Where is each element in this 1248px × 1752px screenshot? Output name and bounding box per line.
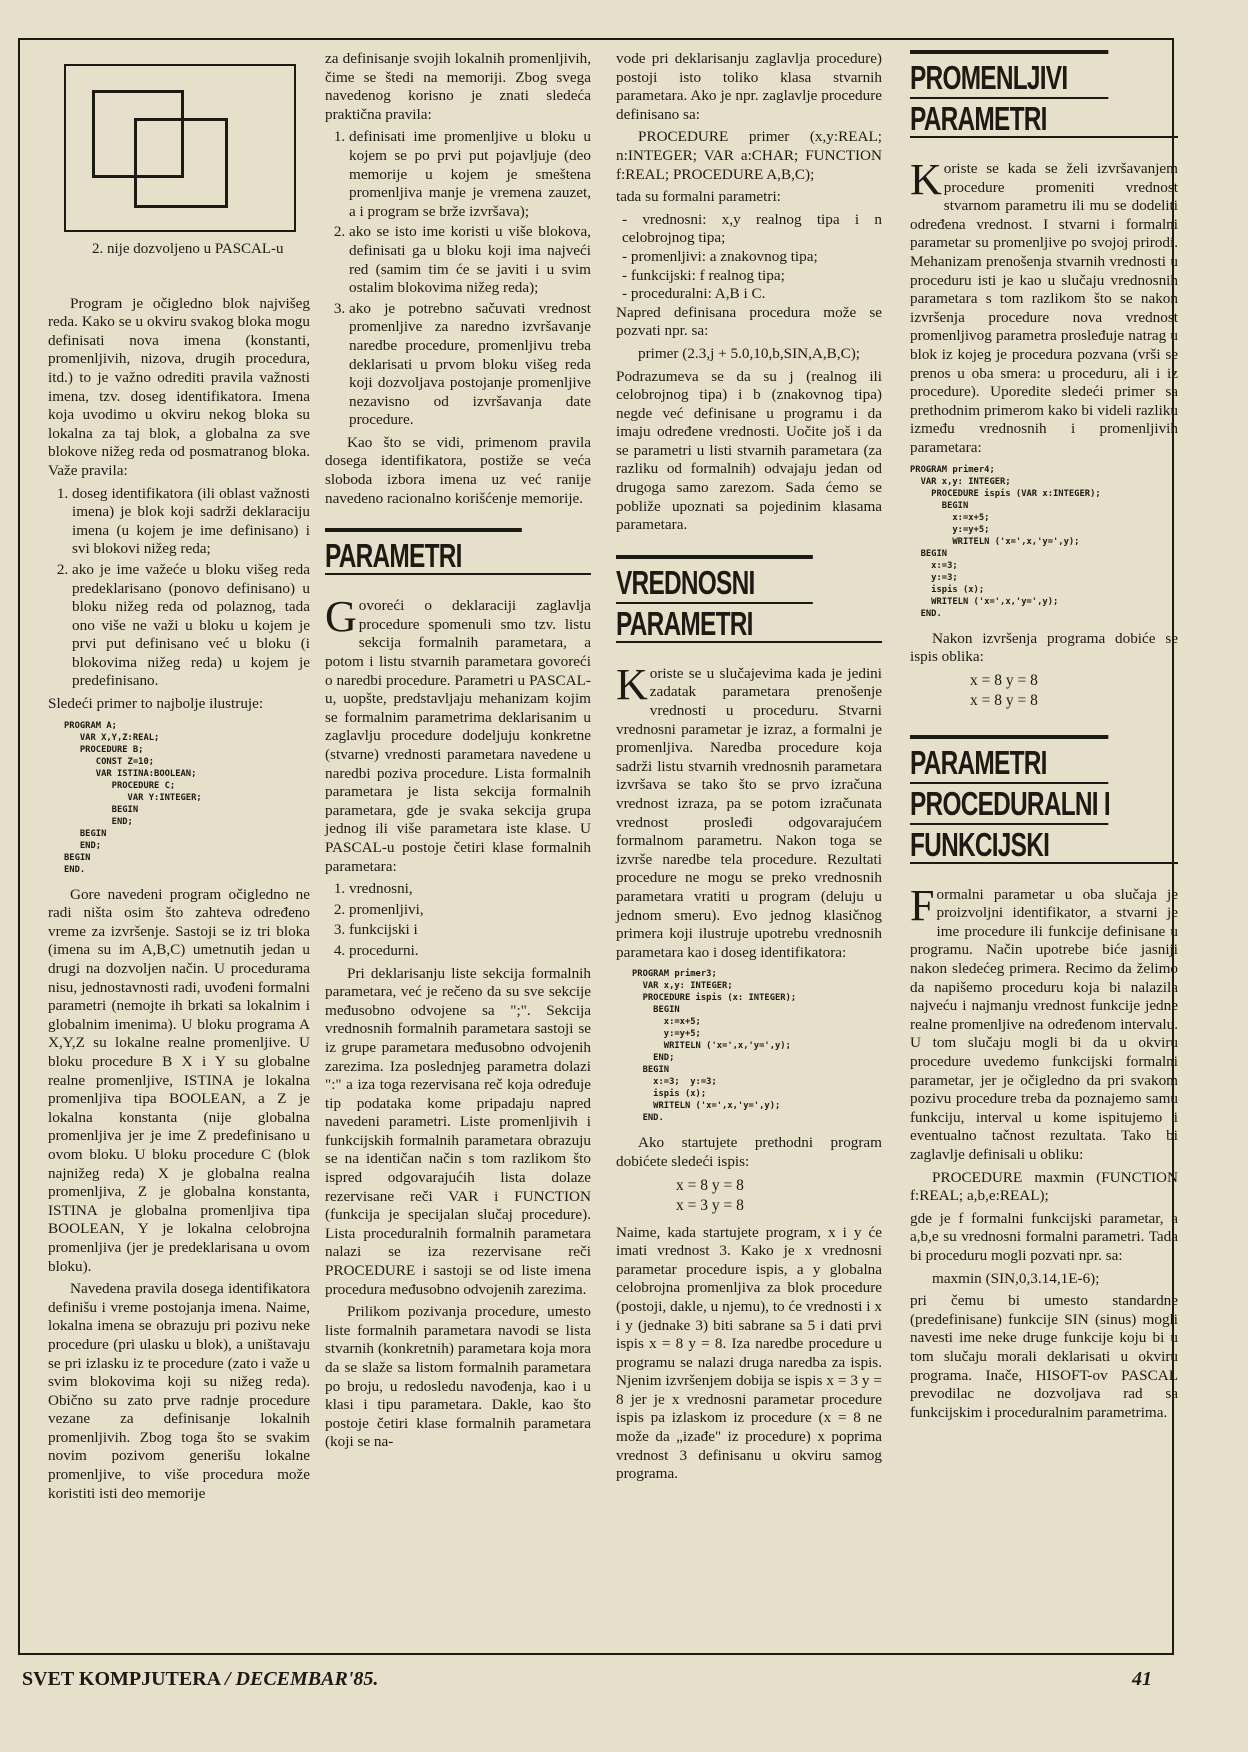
output-line: x = 8 y = 8 (970, 671, 1038, 689)
figure-caption: 2. nije dozvoljeno u PASCAL-u (92, 241, 284, 257)
paragraph: Koriste se kada se želi izvršavanjem procedure promeniti vrednost stvarnom parametru ili mu se dodeliti određena vrednost. I stvarni i formalni parametar su promenljive po svojoj prirodi. Mehanizam prenošenja stvarnih vrednosti u proceduru isti je kao u slučaju vrednosnih parametara s tom razlikom što se nakon izvršenja procedure nova vrednost promenljivog parametra prosleđuje natrag u blok iz kojeg je procedura pozvana (vrši se prenos u oba smera: u proceduru, ali i iz procedure). Uporedite sledeći primer sa prethodnim primerom kako bi videli razliku između vrednosnih i promenljivih parametara: (910, 155, 1178, 456)
section-heading-vrednosni: VREDNOSNI (616, 555, 813, 600)
overlapping-squares-figure (64, 64, 296, 232)
section-heading-parametri: PARAMETRI (325, 528, 522, 573)
list-item: - funkcijski: f realnog tipa; (622, 266, 785, 284)
code-listing-primer4: PROGRAM primer4; VAR x,y: INTEGER; PROCEDURE ispis (VAR x:INTEGER); BEGIN x:=x+5; y:=y+5; WRITELN ('x=',x,'y=',y); BEGIN x:=3; y:=3; ispis (x); WRITELN ('x=',x,'y=',y); END. (910, 464, 1101, 619)
paragraph: Pri deklarisanju liste sekcija formalnih parametara, već je rečeno da su sve sekcije međusobno odvojene sa ";". Sekcija vrednosnih formalnih parametara sastoji se iz grupe parametara međusobno odvojenih zarezima. Iza poslednjeg parametra dolazi ":" a iza toga rezervisana reč koja određuje tip podataka kome pripadaju napred navedeni parametri. Liste promenljivih i funkcijskih formalnih parametara obrazuju se na identičan način s tom razlikom što ispred odgovarajućih lista dolaze rezervisane reči VAR i FUNCTION (funkcija je specijalan slučaj procedure). Lista proceduralnih formalnih parametara nalazi se iza rezervisane reči PROCEDURE i sastoji se od liste imena procedura međusobno odvojenih zarezima. (325, 964, 591, 1298)
drop-cap: K (616, 659, 648, 709)
output-line: x = 3 y = 8 (676, 1196, 744, 1214)
paragraph: Kao što se vidi, primenom pravila dosega identifikatora, postiže se veća sloboda izbora imena uz već ranije navedeno racionalno korišćenje memorije. (325, 433, 591, 507)
list-item: 2. ako se isto ime koristi u više blokova, definisati ga u bloku koji ima najveći red (samim tim će se javiti i u svim ostalim blokovima nižeg reda); (349, 223, 591, 297)
paragraph: Gore navedeni program očigledno ne radi ništa osim što zahteva određeno vreme za izvršenje. Sastoji se iz tri bloka (imena su im A,B,C) umetnutih jedan u drugi na dozvoljen način. U procedurama nisu, jednostavnosti radi, uvođeni formalni parametri (nemojte ih brkati sa lokalnim i globalnim imenima). U bloku programa A X,Y,Z su lokalne realne promenljive. U bloku procedure B X i Y su globalne realne promenljive, ISTINA je lokalna promenljiva tipa BOOLEAN, a Z je lokalna konstanta (nije globalna promenljiva jer je ime Z predefinisano u ovom bloku. U bloku procedure C (blok najnižeg reda) X je globalna realna promenljiva, Z je globalna konstanta, ISTINA je globalna promenljiva tipa BOOLEAN, Y je lokalna celobrojna promenljiva (jer je predeklarisana u ovom bloku). (48, 885, 310, 1275)
paragraph: Nakon izvršenja programa dobiće se ispis oblika: (910, 629, 1178, 666)
parameter-classes-list (325, 880, 591, 960)
page-footer (22, 1668, 1172, 1696)
section-heading-parametri: PARAMETRI (910, 97, 1108, 136)
output-line: x = 8 y = 8 (970, 691, 1038, 709)
paragraph: Naime, kada startujete program, x i y će imati vrednost 3. Kako je x vrednosni parametar procedure ispis, a y globalna celobrojna promenljiva za blok procedure (postoji, dakle, u njemu), to će vrednosti i x i y (jednake 3) biti sabrane sa 5 i dati prvi ispis x = 8 y = 8. Iza naredbe procedure u programu se nalazi druga naredba za ispis. Njenim izvršenjem dobija se ispis x = 3 y = 8 jer je x vrednosni parametar procedure ispis pa izlaskom iz procedure (x = 8 ne može da „izađe" iz procedure) x poprima vrednost 3 definisanu u okviru samog programa. (616, 1223, 882, 1483)
paragraph: za definisanje svojih lokalnih promenljivih, čime se štedi na memoriji. Zbog svega navedenog korisno je znati sledeća praktična pravila: (325, 50, 591, 123)
paragraph: tada su formalni parametri: (616, 188, 781, 206)
list-item: 2. promenljivi, (349, 901, 591, 920)
issue-date: / DECEMBAR'85. (225, 1668, 379, 1690)
section-heading-proceduralni: PROCEDURALNI I (910, 782, 1108, 821)
code-listing-program-a: PROGRAM A; VAR X,Y,Z:REAL; PROCEDURE B; CONST Z=10; VAR ISTINA:BOOLEAN; PROCEDURE C; VAR Y:INTEGER; BEGIN END; BEGIN END; BEGIN END. (64, 720, 202, 875)
column-1 (48, 50, 310, 1507)
section-heading-parametri: PARAMETRI (616, 602, 813, 641)
list-item: 1. definisati ime promenljive u bloku u kojem se po prvi put pojavljuje (deo memorije u kojem je smeštena promenljiva manje je vremena zauzet, a i program se brže izvršava); (349, 128, 591, 221)
list-item: 1. vrednosni, (349, 880, 591, 899)
drop-cap: G (325, 592, 357, 642)
list-item: - vrednosni: x,y realnog tipa i n celobrojnog tipa; (622, 210, 882, 247)
practical-rules-list (325, 128, 591, 430)
paragraph: Govoreći o deklaraciji zaglavlja procedure spomenuli smo tzv. listu sekcija formalnih parametara, a potom i listu stvarnih parametara govoreći o naredbi procedure. Parametri u PASCAL-u, uopšte, predstavljaju mehanizam kojim se formalnim parametrima deklarisanim u zaglavlju procedure dodeljuju konkretne (stvarne) vrednosti parametara navedene u naredbi poziva procedure. Lista formalnih parametara je lista sekcija formalnih parametara, gde je svaka sekcija grupa jednog ili više parametara iste klase. U PASCAL-u postoje četiri klase formalnih parametara: (325, 592, 591, 875)
scope-rules-list (48, 485, 310, 692)
paragraph: Podrazumeva se da su j (realnog ili celobrojnog tipa) i b (znakovnog tipa) negde već definisane u programu i da imaju određene vrednosti. Uočite još i da se parametri u listi stvarnih parametara (za razliku od formalnih) odvajaju jedan od drugoga samo zarezom. Sada ćemo se pobliže upoznati sa pojedinim klasama parametara. (616, 367, 882, 534)
paragraph: Navedena pravila dosega identifikatora definišu i vreme postojanja imena. Naime, lokalna imena se obrazuju pri pozivu neke procedure (pri ulasku u blok), a uništavaju se pri izlasku iz te procedure (zato i važe u svim blokovima koji su nižeg reda). Obično su zato prve radnje procedure vezane za definisanje lokalnih promenljivih. Zbog toga što se svakim novim pozivom generišu lokalne promenljive, to više procedura može koristiti isti deo memorije (48, 1280, 310, 1502)
paragraph: Formalni parametar u oba slučaja je proizvoljni identifikator, a stvarni je ime procedure ili funkcije definisane u programu. Način upotrebe biće jasniji nakon sledećeg primera. Recimo da želimo da napišemo proceduru koja bi nalazila najveću i najmanju vrednost funkcije jedne realne promenljive na određenom intervalu. U tom slučaju mogli bi da u okviru procedure uvedemo funkcijski formalni parametar, jer je očigledno da pri svakom pozivu procedure treba da poznajemo samu funkciju, interval u kome ispitujemo i eventualno tačnost rezultata. Tako bi zaglavlje definisali u obliku: (910, 880, 1178, 1163)
list-item: 4. procedurni. (349, 942, 591, 961)
list-item: 3. funkcijski i (349, 921, 591, 940)
procedure-call: primer (2.3,j + 5.0,10,b,SIN,A,B,C); (638, 344, 861, 362)
procedure-call: maxmin (SIN,0,3.14,1E-6); (932, 1269, 1100, 1287)
list-item: 2. ako je ime važeće u bloku višeg reda predeklarisano (ponovo definisano) u bloku nižeg reda od polaznog, tada ono više ne važi u bloku u kojem je prvi put definisano već u bloku (i blokovima nižeg reda) u kojem je predefinisano. (72, 561, 310, 691)
square-front (134, 118, 228, 208)
section-heading-parametri: PARAMETRI (910, 735, 1108, 780)
section-heading-promenljivi: PROMENLJIVI (910, 50, 1108, 95)
column-3 (616, 50, 882, 1488)
output-lines (970, 671, 1178, 711)
paragraph: vode pri deklarisanju zaglavlja procedure) postoji isto toliko klasa stvarnih parametara. Ako je npr. zaglavlje procedure definisano sa: (616, 50, 882, 123)
output-lines (676, 1176, 882, 1216)
paragraph: Prilikom pozivanja procedure, umesto liste formalnih parametara navodi se lista stvarnih (konkretnih) parametara koja mora da se slaže sa listom formalnih parametara po broju, u redosledu navođenja, kao i u klasi i tipu parametara. Dakle, kao što postoje četiri klase formalnih parametara (koji se na- (325, 1303, 591, 1451)
paragraph: Napred definisana procedura može se pozvati npr. sa: (616, 303, 882, 340)
paragraph: Program je očigledno blok najvišeg reda. Kako se u okviru svakog bloka mogu definisati nova imena (konstanti, promenljivih, nizova, drugih procedura, itd.) to je važno odrediti pravila važnosti imena, tzv. doseg identifikatora. Imena koja uvodimo u okviru nekog bloka su lokalna za taj blok, a globalna za sve blokove nižeg reda od posmatranog bloka. Važe pravila: (48, 294, 310, 479)
output-line: x = 8 y = 8 (676, 1176, 744, 1194)
procedure-declaration: PROCEDURE maxmin (FUNCTION f:REAL; a,b,e:REAL); (910, 1168, 1178, 1205)
paragraph: Ako startujete prethodni program dobićete sledeći ispis: (616, 1134, 882, 1170)
drop-cap: F (910, 880, 935, 930)
magazine-name: SVET KOMPJUTERA (22, 1668, 220, 1690)
list-item: - promenljivi: a znakovnog tipa; (622, 247, 818, 265)
column-4 (910, 50, 1178, 1426)
list-item: 1. doseg identifikatora (ili oblast važnosti imena) je blok koji sadrži deklaraciju imena (u kojem je ime definisano) i svi blokovi nižeg reda; (72, 485, 310, 559)
paragraph: gde je f formalni funkcijski parametar, a a,b,e su vrednosni formalni parametri. Tada bi proceduru mogli pozvati npr. sa: (910, 1209, 1178, 1264)
formal-parameters-list (616, 211, 882, 304)
list-item: 3. ako je potrebno sačuvati vrednost promenljive za naredno izvršavanje naredbe procedure, promenljivu treba deklarisati u prvom bloku višeg reda koji dozvoljava postojanje promenljive nezavisno od izvršavanja date procedure. (349, 300, 591, 430)
paragraph: Sledeći primer to najbolje ilustruje: (48, 695, 264, 713)
code-listing-primer3: PROGRAM primer3; VAR x,y: INTEGER; PROCEDURE ispis (x: INTEGER); BEGIN x:=x+5; y:=y+5; WRITELN ('x=',x,'y=',y); END; BEGIN x:=3; y:=3; ispis (x); WRITELN ('x=',x,'y=',y); END. (632, 969, 797, 1124)
drop-cap: K (910, 155, 942, 204)
list-item: - proceduralni: A,B i C. (622, 285, 766, 303)
paragraph: pri čemu bi umesto standardne (predefinisane) funkcije SIN (sinus) mogli navesti ime neke druge funkcije koju bi u tom slučaju morali deklarisati u okviru programa. Inače, HISOFT-ov PASCAL prevodilac ne dozvoljava rad sa funkcijskim i proceduralnim parametrima. (910, 1292, 1178, 1421)
section-heading-funkcijski: FUNKCIJSKI (910, 823, 1108, 862)
column-2 (325, 50, 591, 1456)
footer-masthead (22, 1668, 378, 1691)
procedure-declaration: PROCEDURE primer (x,y:REAL; n:INTEGER; VAR a:CHAR; FUNCTION f:REAL; PROCEDURE A,B,C); (616, 128, 882, 183)
paragraph: Koriste se u slučajevima kada je jedini zadatak parametara prenošenje vrednosti u proceduru. Stvarni vrednosni parametar je izraz, a formalni je promenljiva. Naredba procedure koja sadrži listu stvarnih vrednosnih parametara izvršava se tako što se prvo izračuna vrednost izraza, pa se potom izračunata vrednost prosleđi odgovarajućem formalnom parametru. Nakon toga se izvrše naredbe tela procedure. Rezultati procedure ne mogu se preko vrednosnih parametara vratiti u program (deluju u jednom smeru). Evo jednog klasičnog primera koji ilustruje upotrebu vrednosnih parametara kao i doseg identifikatora: (616, 659, 882, 961)
page-number: 41 (1132, 1668, 1152, 1690)
